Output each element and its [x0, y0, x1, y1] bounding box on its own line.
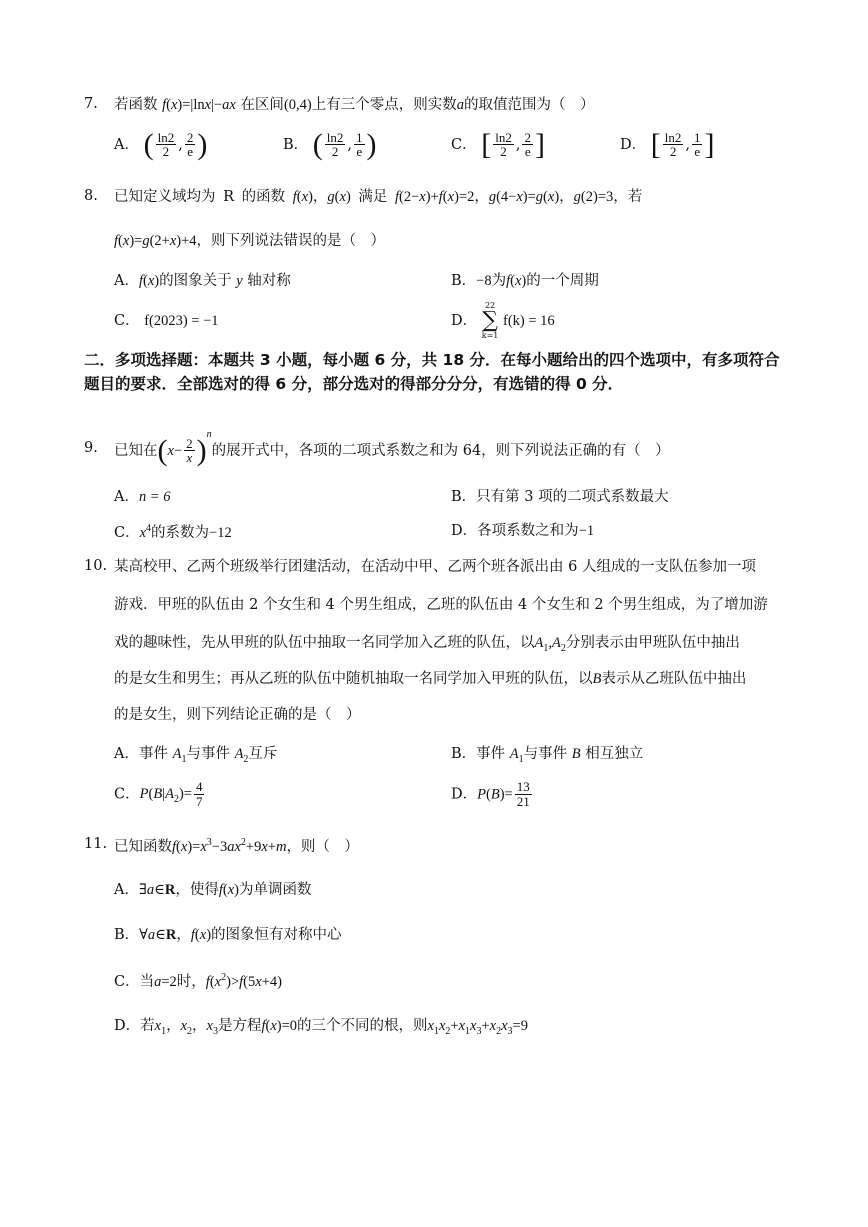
q10-line-1: 某高校甲、乙两个班级举行团建活动，在活动中甲、乙两个班各派出由 6 人组成的一支队伍参加一项	[114, 559, 756, 575]
q11-option-a: A．∃a∈R，使得f(x)为单调函数	[114, 882, 312, 898]
q10-option-b: B．事件 $A_1$与事件 B 相互独立	[451, 746, 644, 765]
q8-option-a: A．f(x)的图象关于 y 轴对称	[114, 273, 291, 289]
q10-line-4: 的是女生和男生；再从乙班的队伍中随机抽取一名同学加入甲班的队伍，以B表示从乙班队伍中抽出	[114, 671, 747, 687]
q7-option-b: B． ( $\frac{\ln 2}{2}$ , $\frac{1}{e}$ )	[283, 128, 377, 161]
q11-option-b: B．∀a∈R，f(x)的图象恒有对称中心	[114, 927, 342, 943]
question-9-number: 9.	[84, 440, 98, 456]
question-7-number: 7.	[84, 96, 98, 112]
q8-option-b: B．−8为f(x)的一个周期	[451, 273, 599, 289]
q10-option-d: D．P(B)= $\frac{13}{21}$	[451, 779, 530, 809]
q7-option-d: D． [ $\frac{\ln 2}{2}$ , $\frac{1}{e}$ ]	[620, 128, 715, 161]
q9-option-a: A．n = 6	[114, 489, 171, 505]
question-11-stem: 已知函数$f(x)=x^3-3ax^2+9x+m$，则（ ）	[114, 837, 359, 855]
q8-option-c: C． f(2023) = −1	[114, 313, 219, 329]
q10-line-5: 的是女生，则下列结论正确的是（ ）	[114, 707, 361, 723]
q10-option-c: C．$P(B|A_2)=$ $\frac{4}{7}$	[114, 779, 203, 809]
question-9-stem: 已知在(x− $\frac{2}{x}$ )$^n$的展开式中，各项的二项式系数之和为 64，则下列说法正确的有（ ）	[114, 429, 670, 467]
q7-option-c: C． [ $\frac{\ln 2}{2}$ , $\frac{2}{e}$ ]	[451, 128, 545, 161]
section-2-heading: 二．多项选择题：本题共 3 小题，每小题 6 分，共 18 分．在每小题给出的四个选项中，有多项符合题目的要求．全部选对的得 6 分，部分选对的得部分分分，有选错的得 0 分．	[84, 351, 780, 394]
q11-option-d: D．若$x_1$，$x_2$，$x_3$是方程f(x)=0的三个不同的根，则$x_1x_2+x_1x_3+x_2x_3=9$	[114, 1018, 528, 1037]
question-11-number: 11.	[84, 836, 108, 852]
q10-line-3: 戏的趣味性，先从甲班的队伍中抽取一名同学加入乙班的队伍，以$A_1,A_2$分别表示由甲班队伍中抽出	[114, 635, 740, 654]
q10-option-a: A．事件 $A_1$与事件 $A_2$互斥	[114, 746, 278, 765]
question-8-stem-line1: 已知定义域均为 R 的函数 f(x)，g(x) 满足 f(2−x)+f(x)=2，g(4−x)=g(x)，g(2)=3，若	[114, 189, 643, 205]
question-7-stem: 若函数 f(x)=|lnx|−ax 在区间(0,4)上有三个零点，则实数a的取值范围为（ ）	[114, 97, 595, 113]
q11-option-c: C．当a=2时，$f(x^2)>f(5x+4)$	[114, 972, 282, 990]
q8-option-d: D． 22 ∑ k=1 f(k) = 16	[451, 301, 555, 340]
q7-option-a: A． ( $\frac{\ln 2}{2}$ , $\frac{2}{e}$ )	[114, 128, 208, 161]
q9-option-c: C．$x^4$的系数为−12	[114, 523, 232, 541]
question-8-number: 8.	[84, 188, 98, 204]
q10-line-2: 游戏．甲班的队伍由 2 个女生和 4 个男生组成，乙班的队伍由 4 个女生和 2 个男生组成，为了增加游	[114, 597, 768, 613]
q9-option-b: B．只有第 3 项的二项式系数最大	[451, 489, 669, 505]
question-8-stem-line2: f(x)=g(2+x)+4，则下列说法错误的是（ ）	[114, 233, 386, 249]
question-10-number: 10.	[84, 558, 108, 574]
q9-option-d: D．各项系数之和为−1	[451, 523, 595, 539]
